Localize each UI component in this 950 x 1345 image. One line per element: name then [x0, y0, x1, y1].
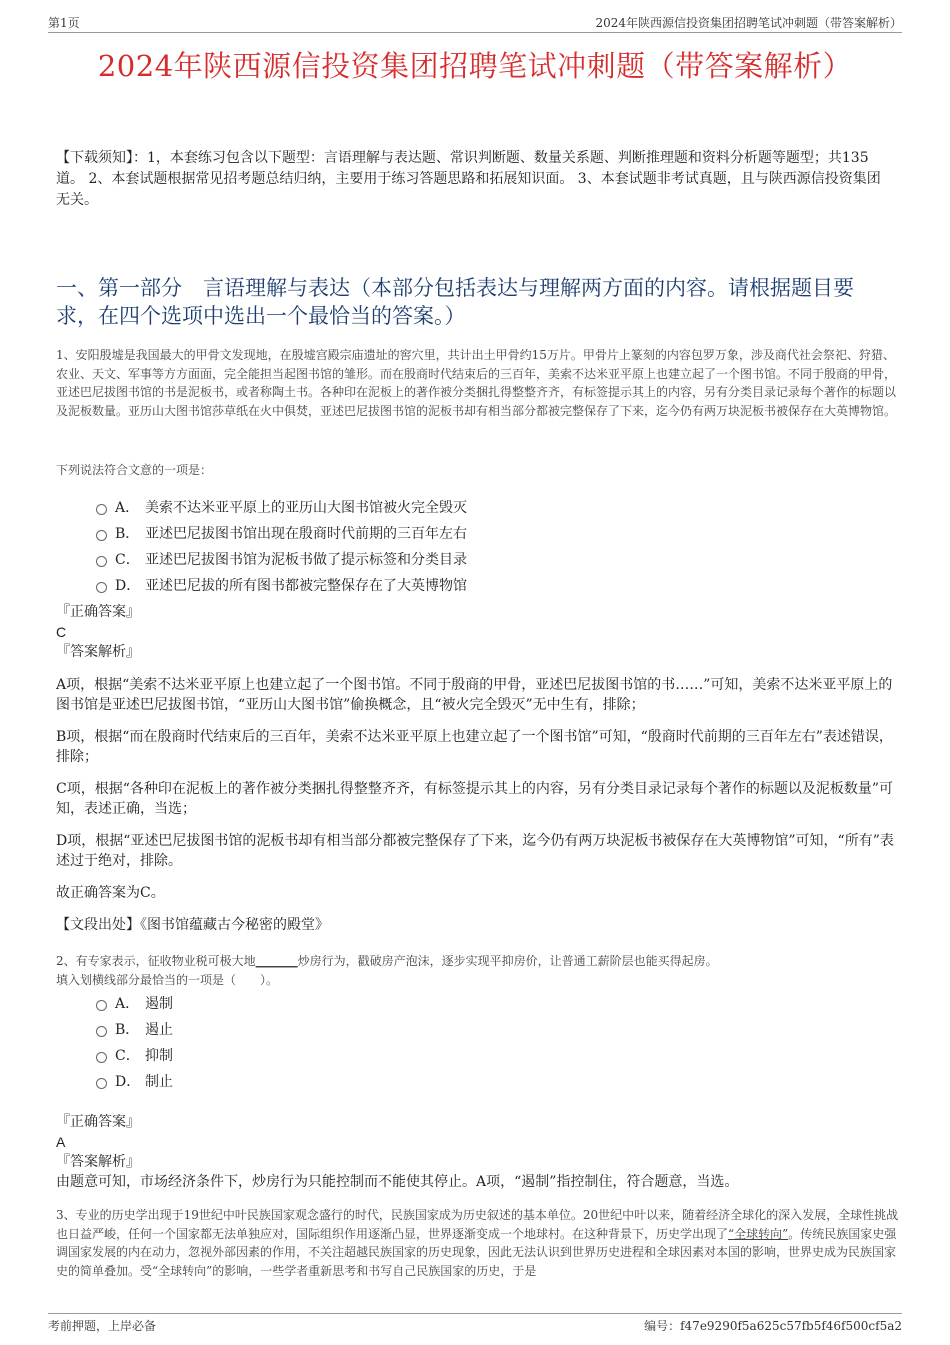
- q3-underlined-term: “全球转向”: [728, 1226, 789, 1241]
- q1-stem: 1、安阳殷墟是我国最大的甲骨文发现地，在殷墟宫殿宗庙遗址的窖穴里，共计出土甲骨约15万片。甲骨片上篆刻的内容包罗万象，涉及商代社会祭祀、狩猎、农业、天文、军事等方方面面，完全能担当起图书馆的雏形。而在殷商时代结束后的三百年，美索不达米亚平原上也建立起了一个图书馆。不同于殷商的甲骨，亚述巴尼拔图书馆的书是泥板书，或者称陶土书。各种印在泥板上的著作被分类捆扎得整整齐齐，有标签提示其上的内容，另有分类目录记录每个著作的标题以及泥板数量。亚历山大图书馆莎草纸在火中俱焚，亚述巴尼拔图书馆的泥板书却有相当部分都被完整保存了下来，迄今仍有两万块泥板书被保存在大英博物馆。: [56, 348, 897, 418]
- analysis-c: C项，根据“各种印在泥板上的著作被分类捆扎得整整齐齐，有标签提示其上的内容，另有分类目录记录每个著作的标题以及泥板数量”可知，表述正确，当选；: [56, 781, 894, 817]
- q1-option-b[interactable]: B． 亚述巴尼拔图书馆出现在殷商时代前期的三百年左右: [96, 520, 467, 546]
- q1-prompt: 下列说法符合文意的一项是：: [56, 463, 213, 477]
- footer-slogan: 考前押题，上岸必备: [48, 1319, 157, 1333]
- source-citation: 【文段出处】《图书馆蕴藏古今秘密的殿堂》: [56, 917, 329, 933]
- correct-answer: A: [56, 1134, 66, 1150]
- q2-option-c[interactable]: C． 抑制: [96, 1042, 173, 1068]
- q1-option-a[interactable]: A． 美索不达米亚平原上的亚历山大图书馆被火完全毁灭: [96, 494, 467, 520]
- document-id: 编号：f47e9290f5a625c57fb5f46f500cf5a2: [644, 1319, 902, 1333]
- radio-icon[interactable]: [96, 504, 107, 515]
- q1-option-c[interactable]: C． 亚述巴尼拔图书馆为泥板书做了提示标签和分类目录: [96, 546, 467, 572]
- analysis-label: 『答案解析』: [56, 1154, 140, 1170]
- radio-icon[interactable]: [96, 1052, 107, 1063]
- q2-analysis: 由题意可知，市场经济条件下，炒房行为只能控制而不能使其停止。A项，“遏制”指控制住，符合题意，当选。: [56, 1174, 739, 1190]
- analysis-d: D项，根据“亚述巴尼拔图书馆的泥板书却有相当部分都被完整保存了下来，迄今仍有两万块泥板书被保存在大英博物馆”可知，“所有”表述过于绝对，排除。: [56, 833, 894, 869]
- q3-stem: 3、专业的历史学出现于19世纪中叶民族国家观念盛行的时代，民族国家成为历史叙述的基本单位。20世纪中叶以来，随着经济全球化的深入发展，全球性挑战也日益严峻，任何一个国家都无法单独应对，国际组织作用逐渐凸显，世界逐渐变成一个地球村。在这种背景下，历史学出现了“全球转向”。传统民族国家史强调国家发展的内在动力，忽视外部因素的作用，不关注超越民族国家的历史现象，因此无法认识到世界历史进程和全球因素对本国的影响，世界史成为民族国家史的简单叠加。受“全球转向”的影响，一些学者重新思考和书写自己民族国家的历史，于是: [56, 1208, 899, 1278]
- analysis-conclusion: 故正确答案为C。: [56, 885, 165, 901]
- q2-option-b[interactable]: B． 遏止: [96, 1016, 173, 1042]
- q1-options: [96, 494, 467, 598]
- q2-prompt: 填入划横线部分最恰当的一项是（ ）。: [56, 972, 279, 987]
- q1-answer-block: [56, 602, 894, 662]
- radio-icon[interactable]: [96, 1026, 107, 1037]
- radio-icon[interactable]: [96, 582, 107, 593]
- analysis-b: B项，根据“而在殷商时代结束后的三百年，美索不达米亚平原上也建立起了一个图书馆”可知，“殷商时代前期的三百年左右”表述错误，排除；: [56, 729, 893, 765]
- page-footer: [48, 1313, 902, 1334]
- q2-stem: 2、有专家表示，征收物业税可极大地_______炒房行为，戳破房产泡沫，逐步实现平抑房价，让普通工薪阶层也能买得起房。 填入划横线部分最恰当的一项是（ ）。: [56, 952, 900, 989]
- section-heading: 一、第一部分 言语理解与表达（本部分包括表达与理解两方面的内容。请根据题目要求，在四个选项中选出一个最恰当的答案。）: [56, 276, 854, 328]
- analysis-label: 『答案解析』: [56, 644, 140, 660]
- download-notice: 【下载须知】：1，本套练习包含以下题型：言语理解与表达题、常识判断题、数量关系题、判断推理题和资料分析题等题型；共135道。 2、本套试题根据常见招考题总结归纳，主要用于练习答题思路和拓展知识面。 3、本套试题非考试真题，且与陕西源信投资集团无关。: [56, 150, 881, 208]
- q1-option-d[interactable]: D． 亚述巴尼拔的所有图书都被完整保存在了大英博物馆: [96, 572, 467, 598]
- correct-answer: C: [56, 624, 67, 640]
- q2-answer-block: [56, 1112, 894, 1192]
- radio-icon[interactable]: [96, 1078, 107, 1089]
- q2-options: [96, 990, 173, 1094]
- page-number: 第1页: [48, 16, 80, 30]
- document-title: 2024年陕西源信投资集团招聘笔试冲刺题（带答案解析）: [97, 49, 853, 83]
- q2-option-d[interactable]: D． 制止: [96, 1068, 173, 1094]
- radio-icon[interactable]: [96, 1000, 107, 1011]
- page-header: [48, 12, 902, 33]
- radio-icon[interactable]: [96, 530, 107, 541]
- answer-label: 『正确答案』: [56, 1114, 140, 1130]
- answer-label: 『正确答案』: [56, 604, 140, 620]
- analysis-a: A项，根据“美索不达米亚平原上也建立起了一个图书馆。不同于殷商的甲骨，亚述巴尼拔图书馆的书……”可知，美索不达米亚平原上的图书馆是亚述巴尼拔图书馆，“亚历山大图书馆”偷换概念，且“被火完全毁灭”无中生有，排除；: [56, 677, 893, 713]
- q2-blank: _______: [255, 954, 298, 968]
- header-doc-title: 2024年陕西源信投资集团招聘笔试冲刺题（带答案解析）: [595, 16, 902, 30]
- radio-icon[interactable]: [96, 556, 107, 567]
- q2-option-a[interactable]: A． 遏制: [96, 990, 173, 1016]
- q1-analysis: [56, 675, 894, 947]
